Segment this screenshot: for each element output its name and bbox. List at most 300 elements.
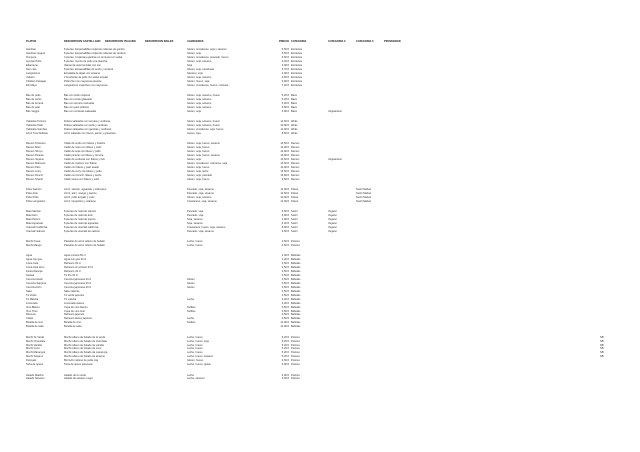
cell-alerg[interactable]: Leche, huevo, gluten xyxy=(187,363,212,367)
cell-esp[interactable]: Mochi relleno de helado de té verde xyxy=(64,335,106,339)
cell-plato[interactable]: Chicken Karaage xyxy=(26,79,46,83)
cell-esp[interactable]: 5 piezas. Gyoza de pollo a la plancha xyxy=(64,59,108,63)
cell-plato[interactable]: Yakisoba Ternera xyxy=(26,119,46,123)
cell-precio[interactable]: 11,90 € xyxy=(280,199,289,203)
cell-cat[interactable]: Pokes xyxy=(291,199,299,203)
cell-alerg[interactable]: Gluten xyxy=(187,277,195,281)
cell-esp[interactable]: 8 piezas de maki de atún xyxy=(64,213,93,217)
cell-plato[interactable]: Nem Jan xyxy=(26,67,37,71)
cell-esp[interactable]: Mochi relleno de helado de maracuyá xyxy=(64,351,108,355)
cell-cat[interactable]: Ramen xyxy=(291,153,300,157)
cell-esp[interactable]: Arroz, salmón, aguacate y edamame xyxy=(64,187,107,191)
cell-plato[interactable]: Poke Atún xyxy=(26,191,38,195)
cell-esp[interactable]: Arroz salteado con huevo, jamón y guisantes xyxy=(64,131,116,135)
cell-esp[interactable]: Copa de vino tinto xyxy=(64,309,85,313)
cell-esp[interactable]: Té matcha xyxy=(64,297,77,301)
cell-alerg[interactable]: Gluten, soja, sésamo xyxy=(187,59,212,63)
cell-cat[interactable]: Ramen xyxy=(291,149,300,153)
cell-cat[interactable]: Entrantes xyxy=(291,59,303,63)
cell-cat2[interactable]: Vegetariano xyxy=(328,157,342,161)
cell-plato[interactable]: Fanta Naranja xyxy=(26,270,43,273)
cell-precio[interactable]: 5,20 € xyxy=(281,343,289,347)
cell-precio[interactable]: 5,20 € xyxy=(281,335,289,339)
cell-alerg[interactable]: Sésamo, soja xyxy=(187,71,203,75)
cell-plato[interactable]: Yakisoba Pollo xyxy=(26,123,43,127)
cell-cat2[interactable]: Vegano xyxy=(328,229,337,233)
cell-precio[interactable]: 3,20 € xyxy=(281,297,289,301)
cell-plato[interactable]: Poke Pollo xyxy=(26,195,39,199)
header-desc-en[interactable]: DESCRIPCION INGLES xyxy=(145,40,174,43)
cell-precio[interactable]: 4,50 € xyxy=(281,243,289,247)
cell-cat[interactable]: Entrantes xyxy=(291,52,303,55)
cell-cat[interactable]: Postres xyxy=(291,240,300,243)
cell-precio[interactable]: 3,50 € xyxy=(281,317,289,321)
header-categoria-3[interactable]: CATEGORIA 3 xyxy=(356,40,374,43)
cell-plato[interactable]: Sake xyxy=(26,289,32,293)
cell-plato[interactable]: Mochi Coco xyxy=(26,347,40,351)
cell-esp[interactable]: Fideos salteados con pollo y verduras xyxy=(64,123,108,127)
cell-cat[interactable]: Bebidas xyxy=(291,293,301,297)
cell-alerg[interactable]: Gluten, soja, sésamo, huevo xyxy=(187,123,220,127)
cell-precio[interactable]: 5,20 € xyxy=(281,351,289,355)
cell-cat[interactable]: Postres xyxy=(291,355,300,359)
cell-cat[interactable]: Bebidas xyxy=(291,281,301,285)
cell-cat[interactable]: Woks xyxy=(291,131,298,135)
cell-plato[interactable]: Gambas vegana xyxy=(26,52,46,55)
cell-esp[interactable]: Agua con gas 33 cl xyxy=(64,258,87,262)
cell-plato[interactable]: Maki Atún xyxy=(26,213,38,217)
cell-alerg[interactable]: Gluten, soja, huevo, sésamo xyxy=(187,142,220,145)
cell-plato[interactable]: Dorayaki xyxy=(26,359,37,363)
cell-esp[interactable]: Copa de vino blanco xyxy=(64,305,88,309)
cell-cat[interactable]: Entrantes xyxy=(291,48,303,51)
cell-cat[interactable]: Postres xyxy=(291,351,300,355)
cell-alerg[interactable]: Gluten, soja, huevo xyxy=(187,149,210,153)
cell-cat[interactable]: Ramen xyxy=(291,165,300,169)
cell-cat2[interactable]: Vegano xyxy=(328,225,337,229)
header-categoria[interactable]: CATEGORIA xyxy=(291,40,307,43)
cell-esp[interactable]: Caldo con fideos y pato asado xyxy=(64,165,99,169)
cell-plato[interactable]: Ramen Shoyu xyxy=(26,149,43,153)
header-desc-es[interactable]: DESCRIPCION CASTELLANO xyxy=(64,40,101,43)
cell-esp[interactable]: 8 piezas de uramaki california xyxy=(64,225,99,229)
cell-cat[interactable]: Baos xyxy=(291,101,297,105)
cell-esp[interactable]: 8 piezas. Empanadillas de cerdo y verdura xyxy=(64,67,114,71)
cell-precio[interactable]: 12,90 € xyxy=(280,146,289,149)
cell-cat[interactable]: Bebidas xyxy=(291,313,301,317)
cell-esp[interactable]: Pastelito de arroz relleno de helado xyxy=(64,243,105,247)
cell-plato[interactable]: Bao de pollo xyxy=(26,93,41,97)
cell-precio[interactable]: 8,90 € xyxy=(281,225,289,229)
cell-alerg[interactable]: Huevo, soja xyxy=(187,131,201,135)
cell-plato[interactable]: Helado Sésamo xyxy=(26,377,45,381)
cell-precio[interactable]: 5,20 € xyxy=(281,347,289,351)
cell-cat[interactable]: Baos xyxy=(291,105,297,109)
cell-plato[interactable]: Mochi Fresa xyxy=(26,240,41,243)
cell-precio[interactable]: 5,20 € xyxy=(281,93,289,97)
cell-esp[interactable]: Botella de sake xyxy=(64,325,82,329)
cell-esp[interactable]: Caldo de cerdo con fideos y chashu xyxy=(64,142,106,145)
cell-plato[interactable]: Mochi Té Verde xyxy=(26,335,45,339)
cell-cat2[interactable]: Vegano xyxy=(328,221,337,225)
cell-esp[interactable]: Limonada casera xyxy=(64,301,84,305)
cell-precio[interactable]: 7,40 € xyxy=(281,83,289,87)
cell-alerg[interactable]: Leche, sésamo xyxy=(187,377,205,381)
cell-alerg[interactable]: Gluten, soja, huevo xyxy=(187,146,210,149)
cell-esp[interactable]: Helado de té verde xyxy=(64,373,86,377)
cell-esp[interactable]: Cerveza japonesa 33 cl xyxy=(64,277,92,281)
cell-extra[interactable]: NB xyxy=(600,347,604,351)
cell-extra[interactable]: NB xyxy=(600,355,604,359)
cell-plato[interactable]: Cerveza Asahi xyxy=(26,277,43,281)
cell-alerg[interactable]: Gluten, soja, sésamo xyxy=(187,105,212,109)
cell-cat[interactable]: Ramen xyxy=(291,177,300,181)
cell-alerg[interactable]: Gluten, soja, pescado xyxy=(187,173,213,177)
cell-cat[interactable]: Pokes xyxy=(291,195,299,199)
cell-plato[interactable]: Ramen Curry xyxy=(26,169,42,173)
cell-cat[interactable]: Bebidas xyxy=(291,309,301,313)
cell-esp[interactable]: Helado de sésamo negro xyxy=(64,377,93,381)
cell-esp[interactable]: Caldo de curry con fideos y pollo xyxy=(64,169,102,173)
cell-precio[interactable]: 3,50 € xyxy=(281,285,289,289)
cell-cat[interactable]: Ramen xyxy=(291,157,300,161)
cell-esp[interactable]: Té verde japonés xyxy=(64,293,85,297)
cell-plato[interactable]: Coca-Cola xyxy=(26,262,39,266)
cell-plato[interactable]: Maki Aguacate xyxy=(26,221,44,225)
cell-esp[interactable]: Cerveza japonesa 33 cl xyxy=(64,285,92,289)
cell-alerg[interactable]: Pescado, soja xyxy=(187,209,204,213)
cell-cat[interactable]: Bebidas xyxy=(291,277,301,281)
cell-plato[interactable]: Gambas xyxy=(26,48,36,51)
cell-precio[interactable]: 11,90 € xyxy=(280,325,289,329)
cell-cat[interactable]: Bebidas xyxy=(291,254,301,258)
cell-cat[interactable]: Bebidas xyxy=(291,317,301,321)
cell-alerg[interactable]: Gluten, soja, sésamo, huevo xyxy=(187,93,220,97)
cell-esp[interactable]: Fideos salteados con gambas y verduras xyxy=(64,127,112,131)
cell-plato[interactable]: Botella de sake xyxy=(26,325,44,329)
cell-alerg[interactable]: Soja, sésamo xyxy=(187,217,203,221)
cell-esp[interactable]: Caldo suave con fideos y pollo xyxy=(64,177,100,181)
cell-plato[interactable]: Uramaki California xyxy=(26,225,48,229)
cell-precio[interactable]: 2,50 € xyxy=(281,270,289,273)
cell-esp[interactable]: 8 piezas de maki de pepino xyxy=(64,217,96,221)
cell-plato[interactable]: Edamame xyxy=(26,63,38,67)
cell-alerg[interactable]: Leche, huevo xyxy=(187,343,203,347)
cell-alerg[interactable]: Pescado, soja, sésamo xyxy=(187,191,214,195)
cell-esp[interactable]: 8 piezas de maki de aguacate xyxy=(64,221,99,225)
cell-precio[interactable]: 3,50 € xyxy=(281,313,289,317)
cell-precio[interactable]: 6,20 € xyxy=(281,59,289,63)
cell-cat[interactable]: Bebidas xyxy=(291,285,301,289)
cell-cat[interactable]: Bebidas xyxy=(291,305,301,309)
cell-plato[interactable]: Calpis xyxy=(26,317,34,321)
cell-cat[interactable]: Ramen xyxy=(291,169,300,173)
cell-plato[interactable]: Yakisoba Gambas xyxy=(26,127,48,131)
cell-precio[interactable]: 5,60 € xyxy=(281,101,289,105)
cell-precio[interactable]: 4,50 € xyxy=(281,289,289,293)
cell-esp[interactable]: Tarta de queso japonesa xyxy=(64,363,93,367)
cell-precio[interactable]: 5,80 € xyxy=(281,105,289,109)
cell-precio[interactable]: 12,50 € xyxy=(280,157,289,161)
cell-esp[interactable]: Caldo con kimchi, fideos y cerdo xyxy=(64,173,102,177)
cell-plato[interactable]: Coca-Cola Zero xyxy=(26,266,45,269)
cell-esp[interactable]: 3 piezas. Crujientes gambas en tempura con salsa xyxy=(64,55,123,59)
cell-esp[interactable]: Caldo picante con fideos y ternera xyxy=(64,153,104,157)
cell-precio[interactable]: 3,50 € xyxy=(281,309,289,313)
cell-esp[interactable]: Pastelito de arroz relleno de helado xyxy=(64,240,105,243)
cell-cat[interactable]: Entrantes xyxy=(291,71,303,75)
cell-plato[interactable]: Yakitori xyxy=(26,75,35,79)
cell-plato[interactable]: Mochi Sésamo xyxy=(26,355,44,359)
cell-cat[interactable]: Woks xyxy=(291,119,298,123)
cell-alerg[interactable]: Gluten, soja, cacahuete xyxy=(187,67,215,71)
cell-esp[interactable]: Bao con pollo crujiente xyxy=(64,93,91,97)
cell-precio[interactable]: 2,50 € xyxy=(281,266,289,269)
cell-cat[interactable]: Bebidas xyxy=(291,301,301,305)
cell-plato[interactable]: Maki Pepino xyxy=(26,217,41,221)
cell-cat[interactable]: Entrantes xyxy=(291,83,303,87)
cell-plato[interactable]: Bao Veggie xyxy=(26,109,40,113)
cell-plato[interactable]: Bao de ternera xyxy=(26,101,44,105)
cell-alerg[interactable]: Gluten, soja, sésamo xyxy=(187,101,212,105)
cell-precio[interactable]: 6,50 € xyxy=(281,209,289,213)
cell-precio[interactable]: 5,20 € xyxy=(281,355,289,359)
cell-alerg[interactable]: Gluten xyxy=(187,281,195,285)
cell-plato[interactable]: Nestea xyxy=(26,273,35,277)
cell-alerg[interactable]: Gluten, crustáceos, soja y sésamo xyxy=(187,48,227,51)
cell-cat[interactable]: Postres xyxy=(291,377,300,381)
cell-cat[interactable]: Bebidas xyxy=(291,273,301,277)
cell-extra[interactable]: NB xyxy=(600,343,604,347)
cell-plato[interactable]: Poke Salmón xyxy=(26,187,42,191)
header-proveedor[interactable]: PROVEEDOR xyxy=(384,40,401,43)
cell-precio[interactable]: 2,20 € xyxy=(281,258,289,262)
header-categoria-2[interactable]: CATEGORIA 2 xyxy=(328,40,346,43)
cell-esp[interactable]: Botella de vino xyxy=(64,321,82,325)
cell-esp[interactable]: Sake caliente xyxy=(64,289,80,293)
cell-alerg[interactable]: Crustáceos, huevo, soja, sésamo xyxy=(187,225,226,229)
cell-alerg[interactable]: Gluten, soja xyxy=(187,109,201,113)
cell-plato[interactable]: Botella de vino xyxy=(26,321,44,325)
cell-precio[interactable]: 13,50 € xyxy=(280,169,289,173)
cell-alerg[interactable]: Gluten, soja, huevo xyxy=(187,177,210,181)
cell-precio[interactable]: 6,90 € xyxy=(281,213,289,217)
cell-alerg[interactable]: Gluten, soja, leche xyxy=(187,169,209,173)
cell-esp[interactable]: Mochi relleno de helado de chocolate xyxy=(64,339,107,343)
cell-cat[interactable]: Bebidas xyxy=(291,258,301,262)
cell-plato[interactable]: Ramen Pato xyxy=(26,165,41,169)
cell-precio[interactable]: 2,50 € xyxy=(281,262,289,266)
cell-plato[interactable]: Helado Matcha xyxy=(26,373,44,377)
cell-alerg[interactable]: Gluten, soja, huevo xyxy=(187,165,210,169)
header-desc-it[interactable]: DESCRIPCION ITALIANO xyxy=(105,40,136,43)
cell-plato[interactable]: Ramen Picante xyxy=(26,153,44,157)
cell-precio[interactable]: 3,50 € xyxy=(281,305,289,309)
cell-cat[interactable]: Bebidas xyxy=(291,270,301,273)
cell-precio[interactable]: 3,90 € xyxy=(281,373,289,377)
cell-plato[interactable]: Mochi Mango xyxy=(26,243,42,247)
cell-cat[interactable]: Bebidas xyxy=(291,289,301,293)
cell-plato[interactable]: Maki Salmón xyxy=(26,209,41,213)
cell-plato[interactable]: Té Matcha xyxy=(26,297,39,301)
cell-precio[interactable]: 4,50 € xyxy=(281,240,289,243)
cell-alerg[interactable]: Gluten, soja, sésamo xyxy=(187,195,212,199)
cell-alerg[interactable]: Sulfitos xyxy=(187,309,196,313)
cell-alerg[interactable]: Gluten, crustáceos, soja, huevo xyxy=(187,127,224,131)
header-alergenos[interactable]: ALERGENOS xyxy=(187,40,204,43)
cell-cat3[interactable]: Sushi Market xyxy=(356,187,372,191)
cell-precio[interactable]: 3,50 € xyxy=(281,281,289,285)
cell-esp[interactable]: 8 piezas. Empanadillas crujientes rellenas de gamba xyxy=(64,48,125,51)
cell-alerg[interactable]: Leche xyxy=(187,297,195,301)
cell-precio[interactable]: 6,60 € xyxy=(281,55,289,59)
cell-alerg[interactable]: Gluten, soja xyxy=(187,52,201,55)
cell-esp[interactable]: Ensalada de algas con sésamo xyxy=(64,71,101,75)
cell-plato[interactable]: Ramen Tonkotsu xyxy=(26,142,46,145)
cell-precio[interactable]: 10,90 € xyxy=(280,195,289,199)
cell-plato[interactable]: Vino Tinto xyxy=(26,309,38,313)
cell-esp[interactable]: Refresco 33 cl xyxy=(64,262,81,266)
cell-plato[interactable]: Ramen Vegano xyxy=(26,157,44,161)
cell-plato[interactable]: Tempura xyxy=(26,55,37,59)
cell-plato[interactable]: Ramen Miso xyxy=(26,146,41,149)
cell-alerg[interactable]: Gluten, soja, sésamo xyxy=(187,97,212,101)
cell-cat[interactable]: Postres xyxy=(291,335,300,339)
cell-plato[interactable]: Bao de cerdo xyxy=(26,97,42,101)
cell-cat[interactable]: Sushi xyxy=(291,221,298,225)
cell-alerg[interactable]: Soja, sésamo xyxy=(187,221,203,225)
cell-esp[interactable]: 2 brochetas de pollo con salsa teriyaki xyxy=(64,75,108,79)
cell-alerg[interactable]: Leche, huevo, soja xyxy=(187,339,209,343)
cell-cat3[interactable]: Sushi Market xyxy=(356,191,372,195)
cell-esp[interactable]: Caldo de marisco con fideos xyxy=(64,161,97,165)
header-precio[interactable]: PRECIO xyxy=(279,40,289,43)
cell-esp[interactable]: 8 piezas. Empanadillas crujientes rellenas de verdura xyxy=(64,52,126,55)
cell-esp[interactable]: Caldo de miso con fideos y maíz xyxy=(64,146,102,149)
cell-plato[interactable]: Gyozas Pollo xyxy=(26,59,42,63)
cell-alerg[interactable]: Gluten, soja xyxy=(187,157,201,161)
cell-precio[interactable]: 3,00 € xyxy=(281,301,289,305)
cell-plato[interactable]: Limonada xyxy=(26,301,38,305)
cell-alerg[interactable]: Leche, huevo xyxy=(187,243,203,247)
cell-precio[interactable]: 2,50 € xyxy=(281,273,289,277)
cell-precio[interactable]: 5,50 € xyxy=(281,48,289,51)
cell-precio[interactable]: 3,90 € xyxy=(281,63,289,67)
cell-alerg[interactable]: Gluten, soja, sésamo xyxy=(187,75,212,79)
cell-precio[interactable]: 11,90 € xyxy=(280,187,289,191)
cell-esp[interactable]: Mochi relleno de helado de coco xyxy=(64,347,102,351)
cell-cat[interactable]: Bebidas xyxy=(291,321,301,325)
cell-alerg[interactable]: Leche, huevo, sésamo xyxy=(187,355,214,359)
cell-esp[interactable]: Mochi relleno de helado de sésamo xyxy=(64,355,105,359)
cell-alerg[interactable]: Gluten, crustáceos, pescado, huevo xyxy=(187,55,229,59)
cell-esp[interactable]: 8 piezas de uramaki de salmón xyxy=(64,229,100,233)
cell-alerg[interactable]: Gluten, crustáceos, moluscos, soja xyxy=(187,161,228,165)
cell-cat2[interactable]: Vegano xyxy=(328,217,337,221)
cell-cat[interactable]: Pokes xyxy=(291,187,299,191)
cell-alerg[interactable]: Soja xyxy=(187,63,193,67)
cell-plato[interactable]: Ramen Kimchi xyxy=(26,173,43,177)
cell-cat2[interactable]: Vegano xyxy=(328,209,337,213)
cell-precio[interactable]: 5,50 € xyxy=(281,52,289,55)
cell-esp[interactable]: Bao con cerdo glaseado xyxy=(64,97,92,101)
cell-cat[interactable]: Sushi xyxy=(291,217,298,221)
cell-cat[interactable]: Sushi xyxy=(291,225,298,229)
cell-plato[interactable]: Ramune xyxy=(26,313,36,317)
cell-plato[interactable]: Ebi Mayo xyxy=(26,83,37,87)
cell-cat2[interactable]: Vegano xyxy=(328,213,337,217)
cell-precio[interactable]: 3,90 € xyxy=(281,377,289,381)
cell-plato[interactable]: Mochi Vainilla xyxy=(26,343,42,347)
cell-alerg[interactable]: Sulfitos xyxy=(187,321,196,325)
cell-precio[interactable]: 13,90 € xyxy=(280,173,289,177)
cell-precio[interactable]: 10,90 € xyxy=(280,123,289,127)
cell-plato[interactable]: Uramaki Salmón xyxy=(26,229,46,233)
cell-plato[interactable]: Cerveza Kirin xyxy=(26,285,42,289)
cell-esp[interactable]: Vainas de soja hervidas con sal xyxy=(64,63,101,67)
cell-precio[interactable]: 5,20 € xyxy=(281,221,289,225)
cell-plato[interactable]: Tarta de queso xyxy=(26,363,44,367)
cell-alerg[interactable]: Leche, huevo xyxy=(187,240,203,243)
cell-esp[interactable]: Refresco sin azúcar 33 cl xyxy=(64,266,94,269)
cell-precio[interactable]: 2,50 € xyxy=(281,293,289,297)
cell-extra[interactable]: NB xyxy=(600,339,604,343)
cell-esp[interactable]: Bizcocho relleno de judía roja xyxy=(64,359,99,363)
cell-alerg[interactable]: Crustáceos, soja, sésamo xyxy=(187,199,217,203)
cell-esp[interactable]: 8 piezas de maki de salmón xyxy=(64,209,97,213)
cell-cat3[interactable]: Sushi Market xyxy=(356,199,372,203)
cell-esp[interactable]: Caldo de verduras con fideos y tofu xyxy=(64,157,105,161)
cell-precio[interactable]: 4,90 € xyxy=(281,217,289,221)
cell-plato[interactable]: Poke Langostino xyxy=(26,199,46,203)
cell-precio[interactable]: 4,90 € xyxy=(281,71,289,75)
cell-cat[interactable]: Ramen xyxy=(291,146,300,149)
cell-cat[interactable]: Entrantes xyxy=(291,63,303,67)
cell-cat[interactable]: Baos xyxy=(291,93,297,97)
cell-cat[interactable]: Baos xyxy=(291,109,297,113)
cell-cat[interactable]: Woks xyxy=(291,127,298,131)
cell-alerg[interactable]: Gluten, huevo, soja xyxy=(187,79,210,83)
cell-alerg[interactable]: Leche xyxy=(187,317,195,321)
cell-precio[interactable]: 11,90 € xyxy=(280,127,289,131)
cell-alerg[interactable]: Pescado, soja, sésamo xyxy=(187,187,214,191)
cell-cat[interactable]: Sushi xyxy=(291,229,298,233)
cell-cat[interactable]: Ramen xyxy=(291,161,300,165)
cell-alerg[interactable]: Pescado, soja xyxy=(187,213,204,217)
cell-esp[interactable]: Bao con verduras salteadas xyxy=(64,109,97,113)
cell-esp[interactable]: Agua mineral 50 cl xyxy=(64,254,86,258)
cell-precio[interactable]: 9,50 € xyxy=(281,177,289,181)
cell-esp[interactable]: Fideos salteados con ternera y verduras xyxy=(64,119,111,123)
cell-precio[interactable]: 11,60 € xyxy=(280,119,289,123)
cell-cat2[interactable]: Vegetariano xyxy=(328,109,342,113)
cell-precio[interactable]: 5,70 € xyxy=(281,67,289,71)
cell-esp[interactable]: Refresco japonés xyxy=(64,313,85,317)
cell-plato[interactable]: Agua xyxy=(26,254,33,258)
cell-alerg[interactable]: Sulfitos xyxy=(187,305,196,309)
cell-alerg[interactable]: Leche, huevo xyxy=(187,335,203,339)
cell-precio[interactable]: 5,20 € xyxy=(281,97,289,101)
cell-alerg[interactable]: Gluten, crustáceos, huevo, mostaza xyxy=(187,83,229,87)
cell-esp[interactable]: Arroz, langostino y wakame xyxy=(64,199,96,203)
cell-precio[interactable]: 8,50 € xyxy=(281,131,289,135)
cell-precio[interactable]: 14,90 € xyxy=(280,165,289,169)
cell-cat[interactable]: Postres xyxy=(291,363,300,367)
cell-plato[interactable]: Vino Blanco xyxy=(26,305,40,309)
cell-plato[interactable]: Bao de pato xyxy=(26,105,40,109)
cell-precio[interactable]: 9,50 € xyxy=(281,229,289,233)
cell-cat[interactable]: Entrantes xyxy=(291,75,303,79)
